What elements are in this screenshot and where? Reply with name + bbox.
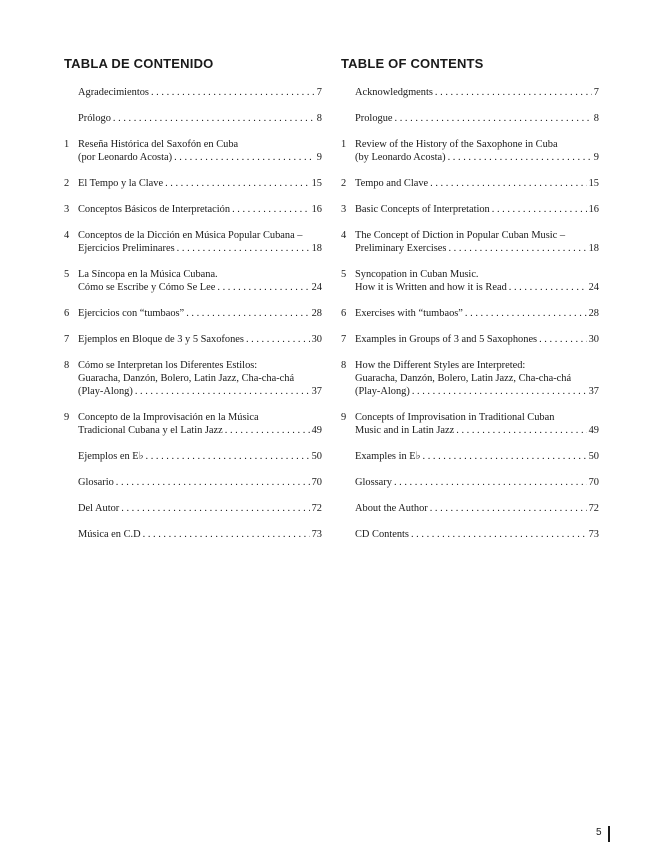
- entry-title-line: Concepto de la Improvisación en la Música: [78, 412, 259, 423]
- entry-title-line: Glosario: [78, 477, 114, 488]
- entry-page-number: 8: [316, 113, 322, 124]
- page-number: 5: [596, 826, 610, 842]
- entry-title-line: Ejercicios Preliminares: [78, 243, 175, 254]
- toc-column-english: [341, 56, 599, 554]
- toc-entry[interactable]: [341, 359, 599, 398]
- entry-page-number: 28: [311, 308, 322, 319]
- entry-title-line: The Concept of Diction in Popular Cuban Music –: [355, 230, 566, 241]
- entry-title-line: Prologue: [355, 113, 393, 124]
- toc-entry[interactable]: [64, 476, 322, 489]
- entry-page-number: 30: [588, 334, 599, 345]
- entry-page-number: 15: [588, 178, 599, 189]
- dot-leader: [135, 385, 310, 398]
- chapter-number: 7: [64, 334, 70, 345]
- entry-page-number: 49: [588, 425, 599, 436]
- entry-title-line: Tradicional Cubana y el Latin Jazz: [78, 425, 223, 436]
- dot-leader: [448, 151, 592, 164]
- chapter-number: 9: [341, 412, 347, 423]
- toc-entry[interactable]: [64, 528, 322, 541]
- toc-entries-english: [341, 86, 599, 541]
- entry-title-line: (by Leonardo Acosta): [355, 152, 446, 163]
- toc-entry[interactable]: [64, 138, 322, 164]
- toc-entry[interactable]: [64, 229, 322, 255]
- toc-entry[interactable]: [64, 359, 322, 398]
- toc-entry[interactable]: [64, 177, 322, 190]
- dot-leader: [165, 177, 310, 190]
- toc-heading-spanish: TABLA DE CONTENIDO: [64, 56, 214, 71]
- dot-leader: [395, 112, 592, 125]
- entry-title-line: Examples in E♭: [355, 451, 421, 462]
- entry-page-number: 72: [311, 503, 322, 514]
- entry-title-line: Cómo se Escribe y Cómo Se Lee: [78, 282, 216, 293]
- entry-title-line: About the Author: [355, 503, 428, 514]
- toc-entry[interactable]: [341, 528, 599, 541]
- toc-entry[interactable]: [341, 138, 599, 164]
- toc-column-spanish: [64, 56, 322, 554]
- toc-entry[interactable]: [341, 268, 599, 294]
- toc-entry[interactable]: [64, 450, 322, 463]
- toc-entry[interactable]: [341, 177, 599, 190]
- chapter-number: 1: [341, 139, 347, 150]
- entry-page-number: 72: [588, 503, 599, 514]
- entry-page-number: 7: [316, 87, 322, 98]
- toc-entry[interactable]: [64, 86, 322, 99]
- entry-page-number: 70: [311, 477, 322, 488]
- chapter-number: 2: [341, 178, 347, 189]
- entry-title-line: Review of the History of the Saxophone in Cuba: [355, 139, 558, 150]
- dot-leader: [186, 307, 309, 320]
- dot-leader: [456, 424, 586, 437]
- dot-leader: [143, 528, 310, 541]
- chapter-number: 6: [341, 308, 347, 319]
- dot-leader: [217, 281, 309, 294]
- chapter-number: 5: [64, 269, 70, 280]
- entry-page-number: 49: [311, 425, 322, 436]
- toc-entry[interactable]: [64, 333, 322, 346]
- entry-title-line: (Play-Along): [355, 386, 410, 397]
- entry-page-number: 7: [593, 87, 599, 98]
- dot-leader: [509, 281, 587, 294]
- dot-leader: [394, 476, 587, 489]
- toc-entry[interactable]: [64, 112, 322, 125]
- chapter-number: 6: [64, 308, 70, 319]
- entry-page-number: 28: [588, 308, 599, 319]
- toc-entry[interactable]: [341, 411, 599, 437]
- chapter-number: 4: [341, 230, 347, 241]
- dot-leader: [174, 151, 315, 164]
- toc-entry[interactable]: [341, 229, 599, 255]
- dot-leader: [411, 528, 587, 541]
- entry-page-number: 70: [588, 477, 599, 488]
- entry-page-number: 18: [588, 243, 599, 254]
- entry-title-line: Exercises with “tumbaos”: [355, 308, 463, 319]
- entry-page-number: 30: [311, 334, 322, 345]
- dot-leader: [539, 333, 587, 346]
- toc-entry[interactable]: [64, 502, 322, 515]
- entry-page-number: 16: [311, 204, 322, 215]
- dot-leader: [448, 242, 586, 255]
- toc-entry[interactable]: [64, 203, 322, 216]
- toc-entry[interactable]: [341, 333, 599, 346]
- chapter-number: 4: [64, 230, 70, 241]
- chapter-number: 8: [341, 360, 347, 371]
- entry-title-line: CD Contents: [355, 529, 409, 540]
- entry-title-line: (por Leonardo Acosta): [78, 152, 173, 163]
- dot-leader: [113, 112, 315, 125]
- entry-title-line: Glossary: [355, 477, 392, 488]
- dot-leader: [146, 450, 310, 463]
- entry-title-line: Ejemplos en Bloque de 3 y 5 Saxofones: [78, 334, 244, 345]
- entry-title-line: Del Autor: [78, 503, 120, 514]
- entry-page-number: 37: [588, 386, 599, 397]
- entry-title-line: Prólogo: [78, 113, 111, 124]
- entry-page-number: 24: [588, 282, 599, 293]
- entry-page-number: 50: [588, 451, 599, 462]
- entry-title-line: Preliminary Exercises: [355, 243, 447, 254]
- dot-leader: [465, 307, 587, 320]
- entry-title-line: (Play-Along): [78, 386, 133, 397]
- chapter-number: 9: [64, 412, 70, 423]
- entry-title-line: Agradecimientos: [78, 87, 149, 98]
- entry-title-line: How it is Written and how it is Read: [355, 282, 507, 293]
- entry-title-line: Music and in Latin Jazz: [355, 425, 455, 436]
- entry-page-number: 16: [588, 204, 599, 215]
- dot-leader: [121, 502, 309, 515]
- toc-entry[interactable]: [341, 502, 599, 515]
- dot-leader: [151, 86, 315, 99]
- dot-leader: [412, 385, 587, 398]
- chapter-number: 1: [64, 139, 70, 150]
- entry-title-line: Conceptos Básicos de Interpretación: [78, 204, 231, 215]
- toc-entry[interactable]: [64, 268, 322, 294]
- entry-title-line: Tempo and Clave: [355, 178, 429, 189]
- entry-title-line: El Tempo y la Clave: [78, 178, 164, 189]
- entry-title-line: Guaracha, Danzón, Bolero, Latin Jazz, Cha-cha-chá: [78, 373, 295, 384]
- entry-title-line: Guaracha, Danzón, Bolero, Latin Jazz, Cha-cha-chá: [355, 373, 572, 384]
- entry-page-number: 18: [311, 243, 322, 254]
- entry-page-number: 50: [311, 451, 322, 462]
- chapter-number: 7: [341, 334, 347, 345]
- chapter-number: 8: [64, 360, 70, 371]
- entry-title-line: Concepts of Improvisation in Traditional Cuban: [355, 412, 555, 423]
- dot-leader: [423, 450, 587, 463]
- toc-heading-english: TABLE OF CONTENTS: [341, 56, 484, 71]
- dot-leader: [116, 476, 310, 489]
- toc-entry[interactable]: [341, 307, 599, 320]
- toc-entry[interactable]: [341, 203, 599, 216]
- chapter-number: 3: [64, 204, 70, 215]
- chapter-number: 5: [341, 269, 347, 280]
- entry-page-number: 9: [593, 152, 599, 163]
- entry-title-line: Música en C.D: [78, 529, 141, 540]
- entry-page-number: 9: [316, 152, 322, 163]
- dot-leader: [246, 333, 310, 346]
- entry-page-number: 24: [311, 282, 322, 293]
- entry-page-number: 73: [588, 529, 599, 540]
- dot-leader: [225, 424, 310, 437]
- entry-page-number: 73: [311, 529, 322, 540]
- toc-entry[interactable]: [341, 476, 599, 489]
- dot-leader: [232, 203, 310, 216]
- dot-leader: [430, 502, 587, 515]
- entry-title-line: Ejercicios con “tumbaos”: [78, 308, 185, 319]
- dot-leader: [435, 86, 592, 99]
- entry-title-line: Reseña Histórica del Saxofón en Cuba: [78, 139, 239, 150]
- toc-entry[interactable]: [64, 411, 322, 437]
- entry-title-line: Basic Concepts of Interpretation: [355, 204, 490, 215]
- entry-title-line: How the Different Styles are Interpreted:: [355, 360, 526, 371]
- toc-entry[interactable]: [341, 86, 599, 99]
- dot-leader: [430, 177, 586, 190]
- entry-title-line: Conceptos de la Dicción en Música Popular Cubana –: [78, 230, 303, 241]
- toc-entry[interactable]: [341, 112, 599, 125]
- toc-entries-spanish: [64, 86, 322, 541]
- dot-leader: [177, 242, 310, 255]
- entry-title-line: Ejemplos en E♭: [78, 451, 144, 462]
- entry-title-line: Examples in Groups of 3 and 5 Saxophones: [355, 334, 538, 345]
- chapter-number: 3: [341, 204, 347, 215]
- entry-page-number: 37: [311, 386, 322, 397]
- entry-title-line: Syncopation in Cuban Music.: [355, 269, 479, 280]
- toc-entry[interactable]: [341, 450, 599, 463]
- entry-page-number: 8: [593, 113, 599, 124]
- entry-page-number: 15: [311, 178, 322, 189]
- dot-leader: [492, 203, 587, 216]
- entry-title-line: Cómo se Interpretan los Diferentes Estilos:: [78, 360, 258, 371]
- entry-title-line: La Síncopa en la Música Cubana.: [78, 269, 218, 280]
- toc-entry[interactable]: [64, 307, 322, 320]
- chapter-number: 2: [64, 178, 70, 189]
- entry-title-line: Acknowledgments: [355, 87, 433, 98]
